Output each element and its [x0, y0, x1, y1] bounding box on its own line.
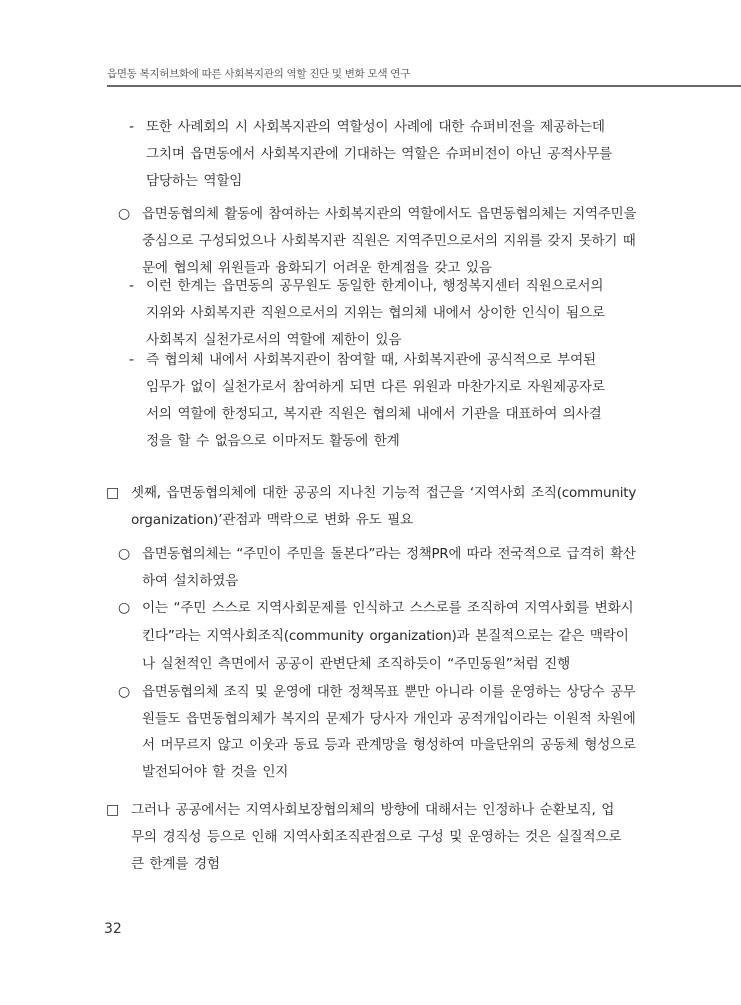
circle-bullet-icon: ○	[118, 206, 131, 222]
text-line: 발전되어야 할 것을 인지	[142, 763, 289, 780]
text-line: 읍면동협의체 조직 및 운영에 대한 정책목표 뿐만 아니라 이를 운영하는 상당수 공무	[142, 684, 636, 700]
circle-bullet-icon: ○	[118, 600, 131, 616]
text-line: 이런 한계는 읍면동의 공무원도 동일한 한계이나, 행정복지센터 직원으로서의	[146, 278, 604, 294]
text-line: 읍면동협의체는 “주민이 주민을 돌본다”라는 정책PR에 따라 전국적으로 급격히 확산	[142, 546, 636, 562]
text-line: 킨다”라는 지역사회조직(community organization)과 본질적으로는 같은 맥락이	[142, 628, 629, 644]
circle-bullet-icon: ○	[118, 546, 131, 562]
header-rule	[107, 85, 741, 87]
text-line: 나 실천적인 측면에서 공공이 관변단체 조직하듯이 “주민동원”처럼 진행	[142, 656, 571, 672]
dash-bullet-icon: -	[129, 119, 135, 135]
text-line: 담당하는 역할임	[146, 173, 243, 189]
text-line: 중심으로 구성되었으나 사회복지관 직원은 지역주민으로서의 지위를 갖지 못하기 때	[142, 233, 636, 249]
page-number: 32	[104, 921, 122, 937]
text-line: 서 머무르지 않고 이웃과 동료 등과 관계망을 형성하여 마을단위의 공동체 형성으로	[142, 737, 636, 753]
square-bullet-icon: □	[106, 802, 120, 818]
text-line: 즉 협의체 내에서 사회복지관이 참여할 때, 사회복지관에 공식적으로 부여된	[146, 352, 596, 368]
text-line: 임무가 없이 실천가로서 참여하게 되면 다른 위원과 마찬가지로 자원제공자로	[146, 379, 605, 395]
text-line: 셋째, 읍면동협의체에 대한 공공의 지나친 기능적 접근을 ‘지역사회 조직(community	[131, 485, 637, 501]
text-line: 이는 “주민 스스로 지역사회문제를 인식하고 스스로를 조직하여 지역사회를 변화시	[142, 600, 634, 616]
circle-bullet-icon: ○	[118, 684, 131, 700]
text-line: 하여 설치하였음	[142, 573, 239, 589]
text-line: 사회복지 실천가로서의 역할에 제한이 있음	[146, 332, 402, 348]
text-line: 읍면동협의체 활동에 참여하는 사회복지관의 역할에서도 읍면동협의체는 지역주민을	[142, 206, 637, 222]
dash-bullet-icon: -	[129, 352, 135, 368]
text-line: 문에 협의체 위원들과 융화되기 어려운 한계점을 갖고 있음	[142, 260, 492, 276]
text-line: 큰 한계를 경험	[131, 856, 220, 872]
running-header: 읍면동 복지허브화에 따른 사회복지관의 역할 진단 및 변화 모색 연구	[107, 68, 410, 80]
text-line: organization)’관점과 맥락으로 변화 유도 필요	[131, 512, 413, 528]
dash-bullet-icon: -	[129, 278, 135, 294]
text-line: 정을 할 수 없음으로 이마저도 활동에 한계	[146, 433, 400, 449]
text-line: 지위와 사회복지관 직원으로서의 지위는 협의체 내에서 상이한 인식이 됨으로	[146, 305, 605, 321]
text-line: 원들도 읍면동협의체가 복지의 문제가 당사자 개인과 공적개입이라는 이원적 차원에	[142, 710, 636, 727]
square-bullet-icon: □	[106, 485, 120, 501]
text-line: 또한 사례회의 시 사회복지관의 역할성이 사례에 대한 슈퍼비전을 제공하는데	[146, 119, 605, 135]
text-line: 무의 경직성 등으로 인해 지역사회조직관점으로 구성 및 운영하는 것은 실질적으로	[131, 829, 622, 845]
text-line: 그치며 읍면동에서 사회복지관에 기대하는 역할은 슈퍼비전이 아닌 공적사무를	[146, 146, 613, 162]
text-line: 그러나 공공에서는 지역사회보장협의체의 방향에 대해서는 인정하나 순환보직, 업	[131, 802, 615, 818]
text-line: 서의 역할에 한정되고, 복지관 직원은 협의체 내에서 기관을 대표하여 의사결	[146, 406, 602, 422]
